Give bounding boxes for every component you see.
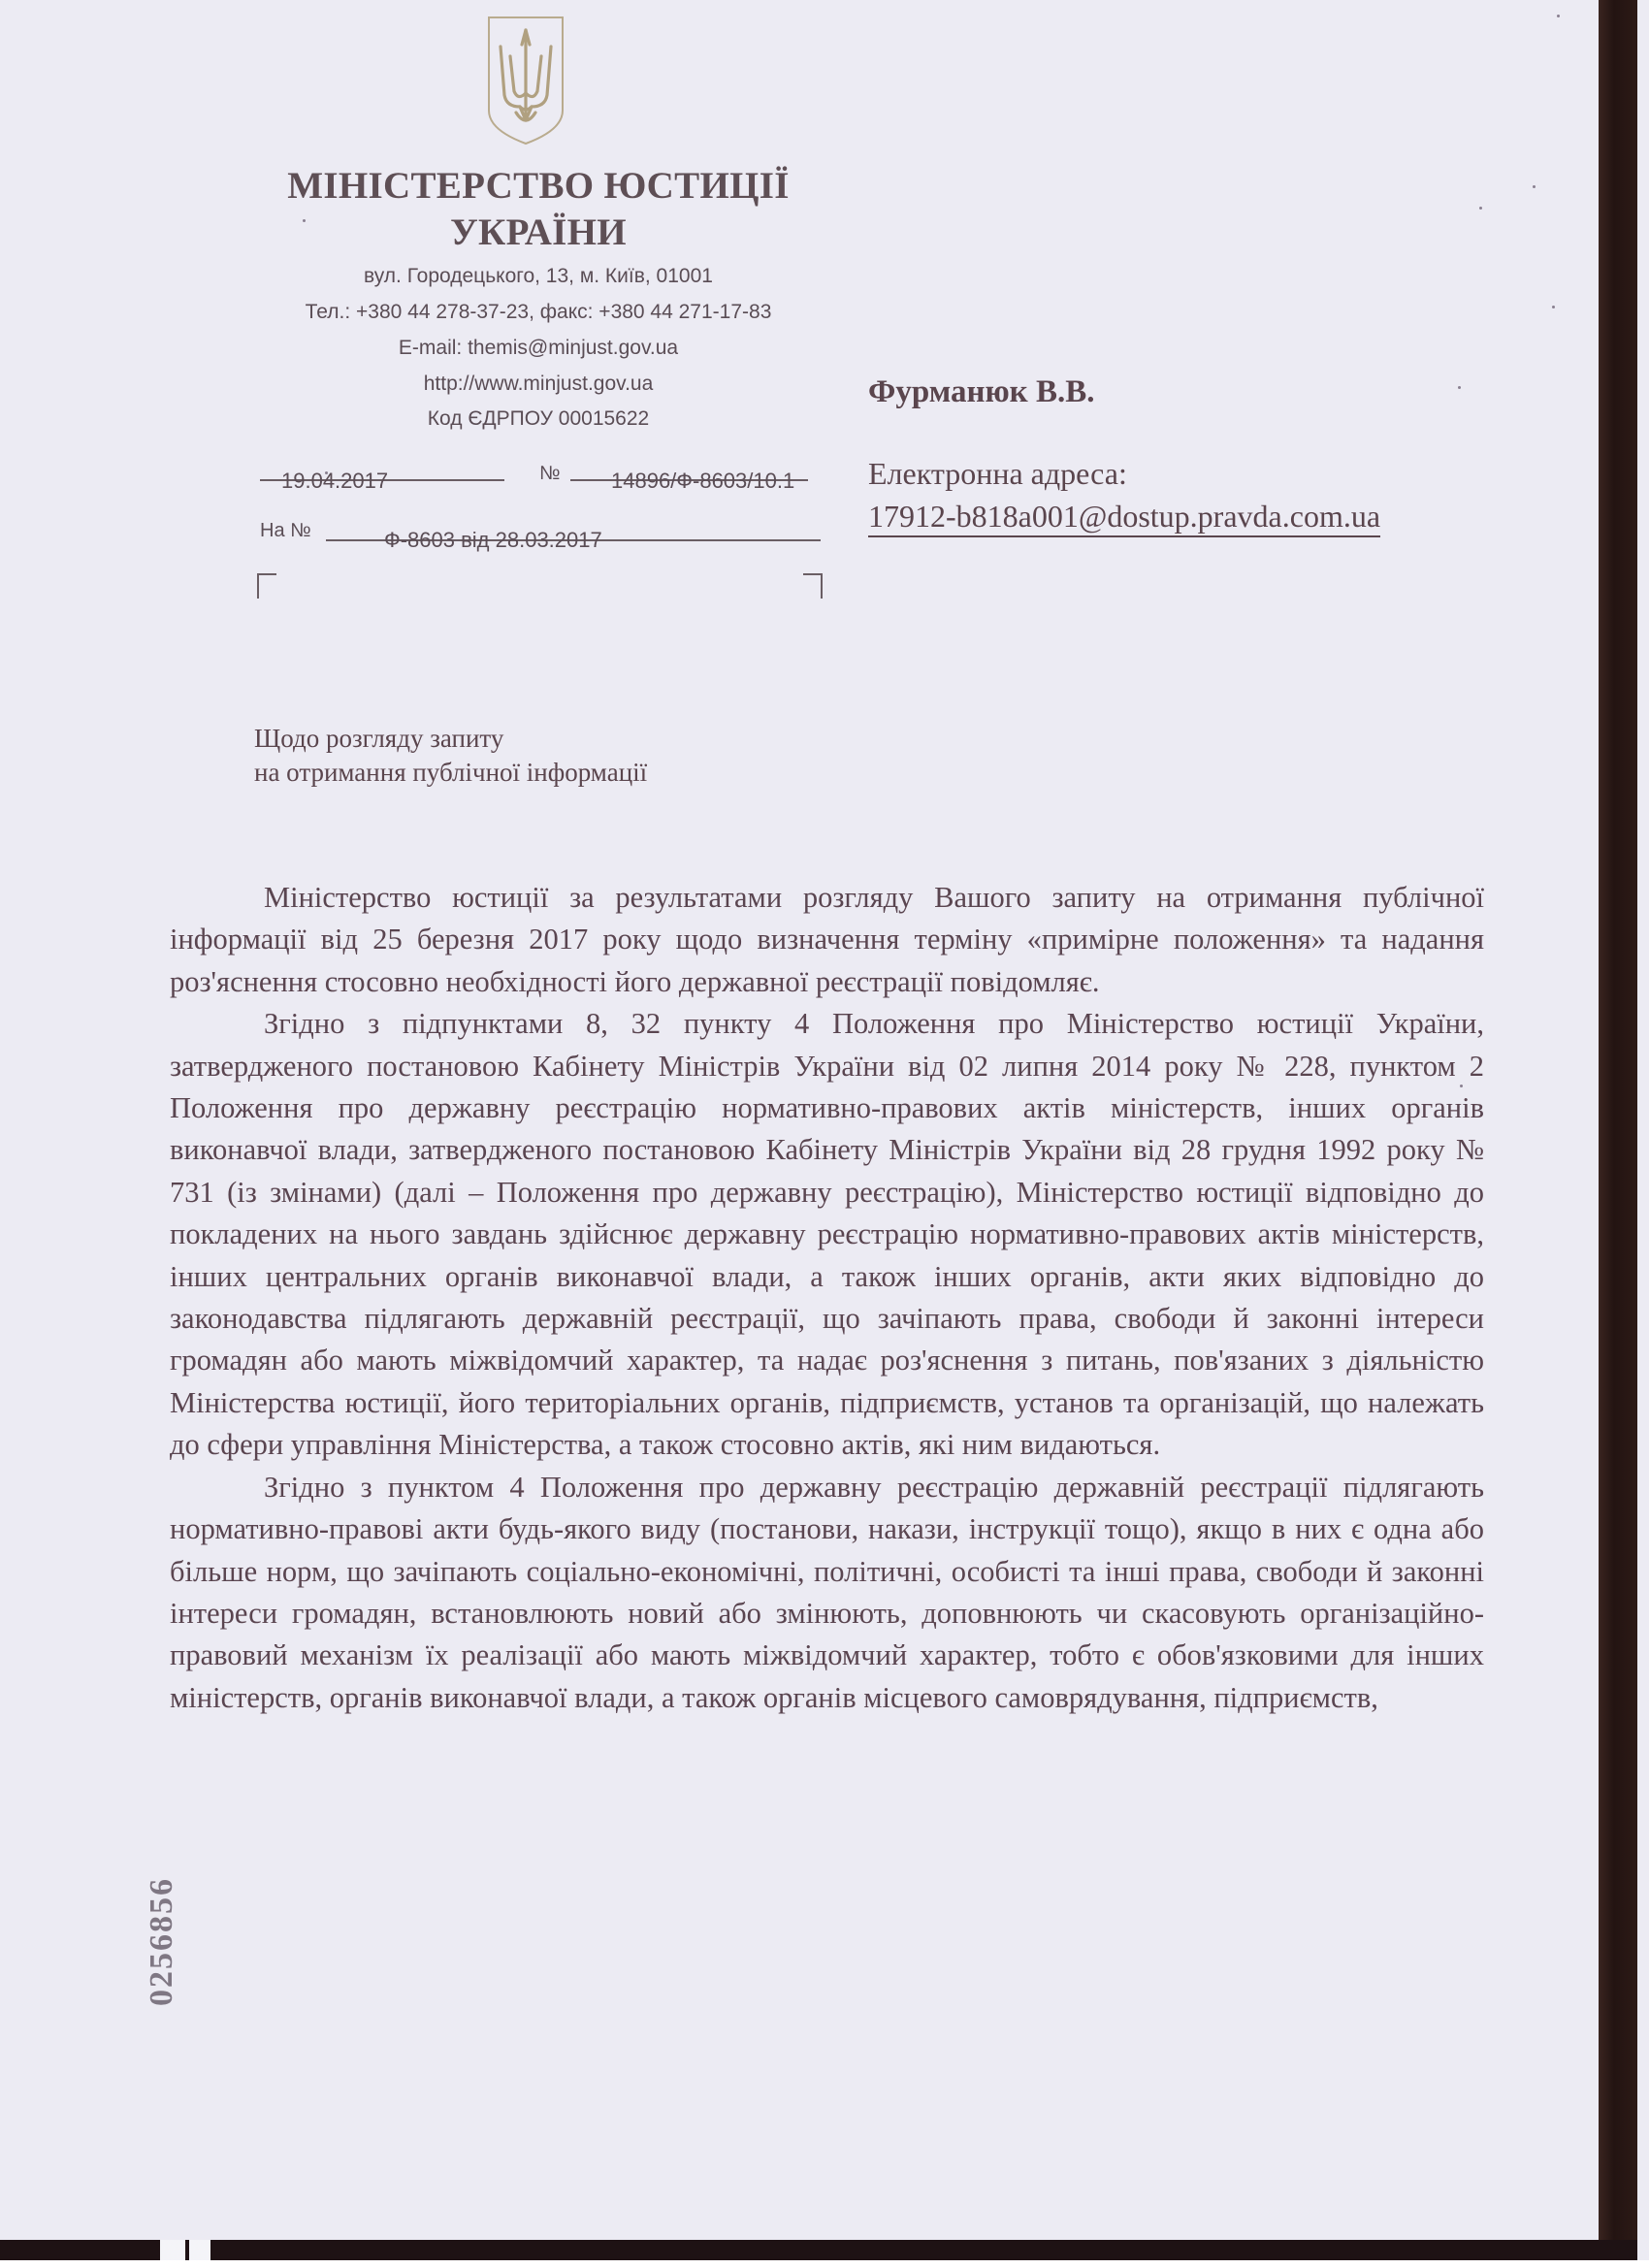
recipient-email-label: Електронна адреса: [868,456,1127,491]
org-name-line2: УКРАЇНИ [450,211,627,253]
subject-line1: Щодо розгляду запиту [254,724,504,753]
scanner-edge-bottom [0,2240,1637,2260]
body-paragraph: Міністерство юстиції за результатами розгляду Вашого запиту на отримання публічної інформації від 25 березня 2017 року щодо визначення терміну «примірне положення» та надання роз'яснення стосовно необхідності його державної реєстрації повідомляє. [170,881,1484,998]
letter-body [170,877,1484,1719]
scan-speck [1533,185,1536,188]
reply-to-label: На № [260,520,311,541]
registration-date: 19.04.2017 [281,469,389,493]
recipient-email-link[interactable]: 17912-b818a001@dostup.pravda.com.ua [868,499,1380,537]
scan-speck [1479,207,1482,210]
recipient-name: Фурманюк В.В. [868,374,1095,409]
incoming-stamp-number: 0256856 [144,1877,179,2006]
body-paragraph: Згідно з підпунктами 8, 32 пункту 4 Положення про Міністерство юстиції України, затвердженого постановою Кабінету Міністрів України від 02 липня 2014 року № 228, пунктом 2 Положення про державну реєстрацію нормативно-правових актів міністерств, інших органів виконавчої влади, затвердженого постановою Кабінету Міністрів України від 28 грудня 1992 року № 731 (із змінами) (далі – Положення про державну реєстрацію), Міністерство юстиції відповідно до покладених на нього завдань здійснює державну реєстрацію нормативно-правових актів міністерств, інших центральних органів виконавчої влади, а також інших органів, акти яких відповідно до законодавства підлягають державній реєстрації, що зачіпають права, свободи й законні інтереси громадян або мають міжвідомчий характер, та надає роз'яснення з питань, пов'язаних з діяльністю Міністерства юстиції, його територіальних органів, підприємств, установ та організацій, що належать до сфери управління Міністерства, а також стосовно актів, які ним видаються. [170,1007,1484,1462]
org-edrpou: Код ЄДРПОУ 00015622 [427,407,650,430]
scan-speck [1557,15,1560,17]
reply-to-value: Ф-8603 від 28.03.2017 [384,528,602,552]
org-email: E-mail: themis@minjust.gov.ua [398,337,679,359]
scanner-gap [160,2240,185,2260]
scanner-strip [0,2260,1649,2268]
scanner-edge-right [1599,0,1637,2260]
registration-number-label: № [539,463,561,484]
org-address: вул. Городецького, 13, м. Київ, 01001 [364,265,713,287]
body-paragraph: Згідно з пунктом 4 Положення про державну реєстрацію державній реєстрації підлягають нормативно-правові акти будь-якого виду (постанови, накази, інструкції тощо), якщо в них є одна або більше норм, що зачіпають соціально-економічні, політичні, особисті та інші права, свободи й законні інтереси громадян, встановлюють новий або змінюють, доповнюють чи скасовують організаційно-правовий механізм їх реалізації або мають міжвідомчий характер, тобто є обов'язковими для інших міністерств, органів виконавчої влади, а також органів місцевого самоврядування, підприємств, [170,1470,1484,1714]
address-corner-left [257,573,276,599]
org-phone-fax: Тел.: +380 44 278-37-23, факс: +380 44 271-17-83 [305,301,772,323]
address-corner-right [803,573,823,599]
registration-number: 14896/Ф-8603/10.1 [611,469,795,493]
org-name-line1: МІНІСТЕРСТВО ЮСТИЦІЇ [287,165,790,207]
trident-emblem-icon [487,16,565,146]
org-website: http://www.minjust.gov.ua [423,373,654,395]
subject [254,722,647,790]
scan-speck [1458,386,1461,389]
subject-line2: на отримання публічної інформації [254,758,648,787]
scan-speck [1552,306,1555,308]
org-name [262,163,815,256]
scanner-gap [189,2240,210,2260]
